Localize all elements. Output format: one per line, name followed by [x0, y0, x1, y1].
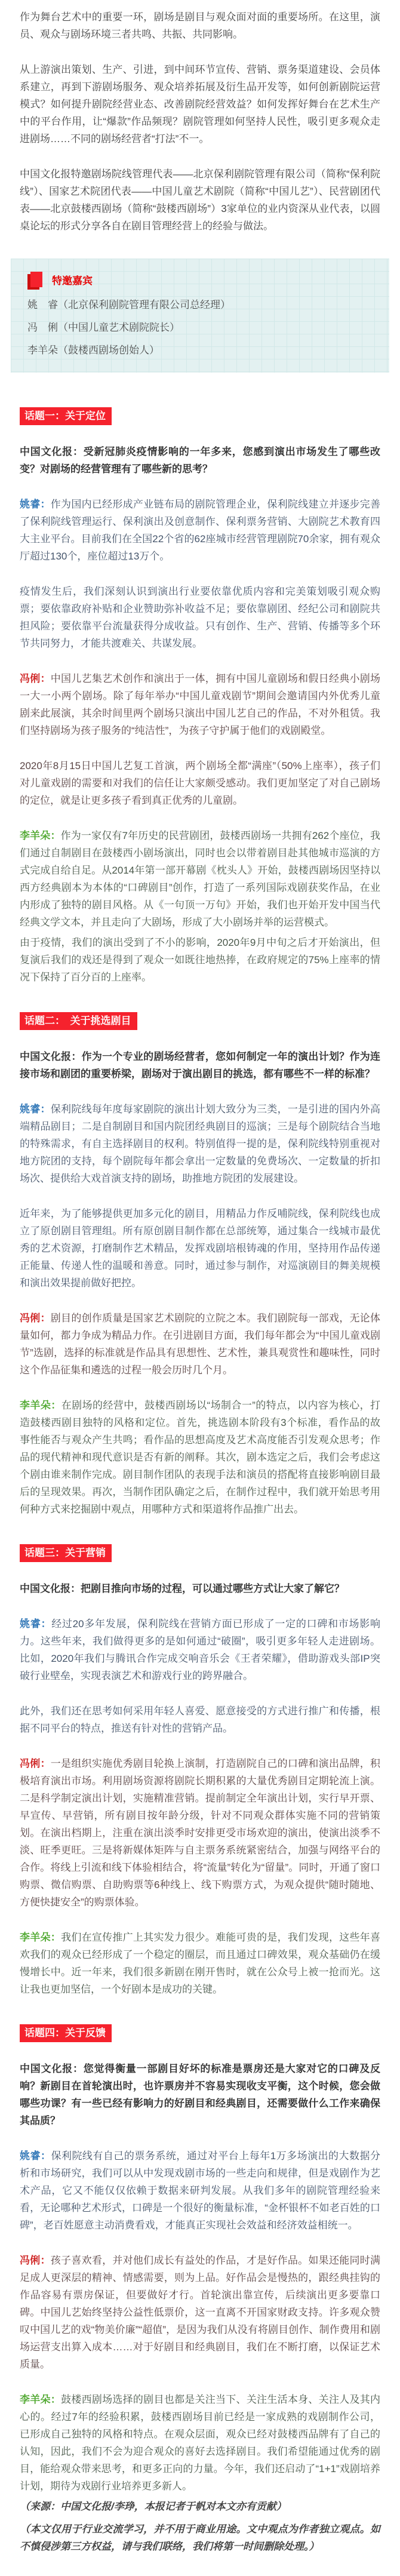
topic-badge-1: 话题一：关于定位 — [20, 407, 112, 425]
answer-paragraph — [20, 1929, 380, 1998]
answer-paragraph — [20, 1397, 380, 1518]
answer-text: 保利院线有自己的票务系统，通过对平台上每年1万多场演出的大数据分析和市场研究，我们可以从中发现戏剧市场的一些走向和规律，但是戏剧作为艺术产品，它又不能仅仅依赖于数据来研判发展。从我们多年的剧院管理经验来看，无论哪种艺术形式，口碑是一个很好的衡量标准，“金杯银杯不如老百姓的口碑”，老百姓愿意主动消费看戏，才能真正实现社会效益和经济效益相统一。 — [20, 2150, 381, 2231]
question-speaker-label: 中国文化报： — [20, 446, 84, 457]
answer-paragraph — [20, 827, 380, 931]
guest-box-title: 特邀嘉宾 — [52, 275, 93, 287]
answer-text: 经过20多年发展，保利院线在营销方面已形成了一定的口碑和市场影响力。这些年来，我们做得更多的是如何通过“破圈”，吸引更多年轻人走进剧场。比如，2020年我们与腾讯合作完成交响音乐会《王者荣耀》，借助游戏头部IP突破行业壁垒，实现表演艺术和游戏行业的跨界融合。 — [20, 1618, 381, 1682]
answer-text: 在剧场的经营中，鼓楼西剧场以“场制合一”的特点，以内容为核心，打造鼓楼西剧目独特的风格和定位。首先，挑选剧本阶段有3个标准，看作品的故事性能否与观众产生共鸣；看作品的思想高度及艺术高度能否引发观众思考；作品的现代精神和现代意识是否有新的阐释。其次，剧本选定之后，我们会考虑这个剧由谁来制作完成。剧目制作团队的表现手法和演员的搭配将直接影响剧目最后的呈现效果。再次，当制作团队确定之后，在制作过程中，我们就开始思考用何种方式来挖掘剧中观点，用哪种方式和渠道将作品推广出去。 — [20, 1400, 381, 1515]
source-line: （来源：中国文化报/李琤，本报记者于帆对本文亦有贡献） — [20, 2501, 287, 2512]
answer-paragraph — [20, 757, 380, 809]
speaker-name-yao: 姚睿： — [20, 499, 51, 510]
answer-paragraph — [20, 1309, 380, 1379]
question-speaker-label: 中国文化报： — [20, 1051, 82, 1062]
answer-text: 作为国内已经形成产业链布局的剧院管理企业，保利院线建立并逐步完善了保利院线管理运行、保利演出及创意制作、保利票务营销、大剧院艺术教育四大主业平台。目前我们在全国22个省的62座城市经营管理剧院70余家，拥有观众厅超过130个，座位超过13万个。 — [20, 499, 381, 562]
answer-text: 疫情发生后，我们深刻认识到演出行业要依靠优质内容和完美策划吸引观众购票；要依靠政府补贴和企业赞助弥补收益不足；要依靠剧团、经纪公司和剧院共担风险；要依靠平台流量获得分成收益。只有创作、生产、营销、传播等多个环节共同努力，才能共渡难关、共谋发展。 — [20, 586, 380, 649]
topic-badge-4: 话题四：关于反馈 — [20, 2024, 112, 2042]
answer-text: 我们在宣传推广上其实发力很少。难能可贵的是，我们发现，这些年喜欢我们的观众已经形成了一个稳定的圈层，而且通过口碑效果，观众基础仍在缓慢增长中。近一年来，我们很多新剧在刚开售时，就在公众号上被一抢而光。这让我也更加坚信，一个好剧本是成功的关键。 — [20, 1932, 381, 1995]
speaker-name-yao: 姚睿： — [20, 1103, 51, 1115]
intro-paragraph-1: 作为舞台艺术中的重要一环，剧场是剧目与观众面对面的重要场所。在这里，演员、观众与剧场环境三者共鸣、共振、共同影响。 — [20, 11, 380, 40]
guest-box — [11, 259, 389, 373]
answer-text: 2020年8月15日中国儿艺复工首演，两个剧场全都“满座”（50%上座率），孩子们对儿童戏剧的需要和对我们的信任让大家颇受感动。我们更加坚定了对自己剧场的定位，就是让更多孩子看到真正优秀的儿童剧。 — [20, 760, 380, 806]
answer-paragraph — [20, 583, 380, 652]
answer-text: 剧目的创作质量是国家艺术剧院的立院之本。我们剧院每一部戏，无论体量如何，都力争成为精品力作。在引进剧目方面，我们每年都会为“中国儿童戏剧节”选剧，选择的标准就是作品具有思想性、艺术性，兼具观赏性和趣味性，同时这个作品征集和遴选的过程一般会历时几个月。 — [20, 1312, 381, 1376]
speaker-name-li: 李羊朵： — [20, 2394, 61, 2405]
question-text: 把剧目推向市场的过程，可以通过哪些方式让大家了解它？ — [81, 1583, 344, 1594]
guest-item: 姚 睿（北京保利剧院管理有限公司总经理） — [27, 299, 230, 311]
topic-badge-2: 话题二： 关于挑选剧目 — [20, 1012, 137, 1030]
disclaimer-line: （本文仅用于行业交流学习，并不用于商业用途。文中观点为作者独立观点。如不慎侵涉第三方权益，请与我们联络，我们将第一时间删除处理。） — [20, 2523, 380, 2552]
question-text: 受新冠肺炎疫情影响的一年多来，您感到演出市场发生了哪些改变？对剧场的经营管理有了哪些新的思考？ — [20, 446, 381, 475]
guest-item: 冯 俐（中国儿童艺术剧院院长） — [27, 322, 180, 333]
answer-paragraph — [20, 2147, 380, 2234]
answer-paragraph — [20, 1101, 380, 1187]
speaker-name-yao: 姚睿： — [20, 2150, 51, 2162]
intro-paragraph-2: 从上游演出策划、生产、引进，到中间环节宣传、营销、票务渠道建设、会员体系建立，再到下游剧场服务、观众培养拓展及衍生品开发等，如何创新剧院运营模式？如何提升剧院经营业态、改善剧院经营效益？如何发挥好舞台在艺术生产中的平台作用，让“爆款”作品频现？剧院管理如何坚持人民性，吸引更多观众走进剧场……不同的剧场经营者“打法”不一。 — [20, 64, 380, 145]
speaker-name-feng: 冯俐： — [20, 2255, 51, 2266]
speaker-name-yao: 姚睿： — [20, 1618, 52, 1630]
topic-badge-3: 话题三：关于营销 — [20, 1544, 112, 1562]
speaker-name-feng: 冯俐： — [20, 1312, 51, 1324]
intro-paragraph-3: 中国文化报特邀剧场院线管理代表——北京保利剧院管理有限公司（简称“保利院线”）、国家艺术院团代表——中国儿童艺术剧院（简称“中国儿艺”）、民营剧团代表——北京鼓楼西剧场（简称“鼓楼西剧场”）3家单位的业内资深从业代表，以圆桌论坛的形式分享各自在剧目管理经营上的经验与做法。 — [20, 168, 380, 232]
guest-item: 李羊朵（鼓楼西剧场创始人） — [27, 345, 159, 356]
answer-paragraph — [20, 1615, 380, 1684]
speaker-name-feng: 冯俐： — [20, 673, 51, 684]
answer-text: 此外，我们还在思考如何采用年轻人喜爱、愿意接受的方式进行推广和传播，根据不同平台的特点，推送有针对性的营销产品。 — [20, 1705, 380, 1734]
answer-paragraph — [20, 2252, 380, 2373]
question-paragraph — [20, 1048, 380, 1083]
answer-text: 孩子喜欢看，并对他们成长有益处的作品，才是好作品。如果还能同时满足成人更深层的精神、情感需要，则为上品。好作品会是慢热的，跟经典挂钩的作品容易有票房保证，但要做好才行。首轮演出靠宣传，后续演出更多要靠口碑。中国儿艺始终坚持公益性低票价，这一直离不开国家财政支持。许多观众赞叹中国儿艺的戏“物美价廉”“超值”，是因为我们从没有将剧目创作、制作费用和剧场运营支出算入成本……对于好剧目和经典剧目，我们在不断打磨，以保证艺术质量。 — [20, 2255, 381, 2370]
answer-paragraph — [20, 1755, 380, 1911]
question-text: 您觉得衡量一部剧目好坏的标准是票房还是大家对它的口碑及反响？新剧目在首轮演出时，也许票房并不容易实现收支平衡，这个时候，您会做哪些功课？有一些已经有影响力的好剧目和经典剧目，还需要做什么工作来确保其品质？ — [20, 2063, 381, 2126]
answer-paragraph — [20, 670, 380, 739]
answer-text: 近年来，为了能够提供更加多元化的剧目，用精品力作反哺院线，保利院线也成立了原创剧目管理组。所有原创剧目制作都在总部统筹，通过集合一线城市最优秀的艺术资源，打磨制作艺术精品，发挥戏剧培根铸魂的作用，坚持用作品传递正能量、传递人性的温暖和善意。同时，通过参与制作，对巡演剧目的舞美规模和演出效果提前做好把控。 — [20, 1208, 380, 1289]
answer-paragraph — [20, 496, 380, 565]
question-paragraph — [20, 443, 380, 478]
answer-paragraph — [20, 1702, 380, 1737]
speaker-name-li: 李羊朵： — [20, 1932, 61, 1943]
answer-text: 作为一家仅有7年历史的民营剧团，鼓楼西剧场一共拥有262个座位，我们通过自制剧目在鼓楼西小剧场演出，同时也会以带着剧目赴其他城市巡演的方式完成自给自足。从2014年第一部开幕剧《枕头人》开始，鼓楼西剧场因坚持以西方经典剧本为本体的“口碑剧目”创作，打造了一系列国际戏剧获奖作品，在业内形成了独特的剧目风格。从《一句顶一万句》开始，我们也开始开发中国当代经典文学文本，并且走向了大剧场，形成了大小剧场并举的运营模式。 — [20, 830, 380, 928]
answer-text: 一是组织实施优秀剧目轮换上演制，打造剧院自己的口碑和演出品牌，积极培育演出市场。利用剧场资源将剧院长期积累的大量优秀剧目定期轮流上演。二是科学制定演出计划，实施精准营销。提前制定全年演出计划，实行早开票、早宣传、早营销，所有剧目按年龄分级，针对不同观众群体实施不同的营销策划。在演出档期上，注重在演出淡季时安排更受市场欢迎的演出，使演出淡季不淡、旺季更旺。三是将新媒体矩阵与自主票务系统紧密结合，加强与网络平台的合作。将线上引流和线下体验相结合，将“流量”转化为“留量”。同时，开通了窗口购票、微信购票、自助购票等6种线上、线下购票方式，为观众提供“随时随地、方便快捷安全”的购票体验。 — [20, 1758, 381, 1908]
speaker-name-li: 李羊朵： — [20, 830, 61, 841]
speaker-name-feng: 冯俐： — [20, 1758, 51, 1769]
answer-paragraph — [20, 1205, 380, 1292]
answer-paragraph — [20, 934, 380, 986]
red-book-icon — [30, 272, 42, 287]
answer-text: 鼓楼西剧场选择的剧目也都是关注当下、关注生活本身、关注人及其内心的。经过7年的经验积累，鼓楼西剧场目前已经是一家成熟的戏剧制作公司，已形成自己独特的风格和特点。在观众层面，观众已经对鼓楼西品牌有了自己的认知，因此，我们不会为迎合观众的喜好去选择剧目。我们希望能通过优秀的剧目，能给观众带来思考，和更多正向的力量。今年，我们还启动了“1+1”戏剧培养计划，期待为戏剧行业培养更多新人。 — [20, 2394, 381, 2492]
question-paragraph — [20, 1580, 380, 1597]
guest-box-header — [27, 272, 377, 287]
question-speaker-label: 中国文化报： — [20, 1583, 81, 1594]
question-speaker-label: 中国文化报： — [20, 2063, 84, 2074]
speaker-name-li: 李羊朵： — [20, 1400, 61, 1411]
answer-text: 由于疫情，我们的演出受到了不小的影响，2020年9月中旬之后才开始演出，但复演后我们的戏还是得到了观众一如既往地热捧，在政府规定的75%上座率的情况下保持了百分百的上座率。 — [20, 937, 380, 983]
answer-paragraph — [20, 2391, 380, 2495]
question-text: 作为一个专业的剧场经营者，您如何制定一年的演出计划？作为连接市场和剧团的重要桥梁，剧场对于演出剧目的挑选，都有哪些不一样的标准？ — [20, 1051, 381, 1080]
answer-text: 保利院线每年度每家剧院的演出计划大致分为三类，一是引进的国内外高端精品剧目；二是自制剧目和国内院团经典剧目的巡演；三是每个剧院结合当地的特殊需求，有自主选择剧目的权利。特别值得一提的是，保利院线特别重视对地方院团的支持，每个剧院每年都会拿出一定数量的免费场次、一定数量的折扣场次、提供给大戏首演支持的剧场，助推地方院团的发展建设。 — [20, 1103, 381, 1184]
answer-text: 中国儿艺集艺术创作和演出于一体，拥有中国儿童剧场和假日经典小剧场一大一小两个剧场。除了每年举办“中国儿童戏剧节”期间会邀请国内外优秀儿童剧来此展演，其余时间里两个剧场只演出中国儿艺自己的作品，不对外租赁。我们坚持剧场为孩子服务的“纯洁性”，为孩子守护属于他们的戏剧殿堂。 — [20, 673, 381, 736]
question-paragraph — [20, 2060, 380, 2129]
